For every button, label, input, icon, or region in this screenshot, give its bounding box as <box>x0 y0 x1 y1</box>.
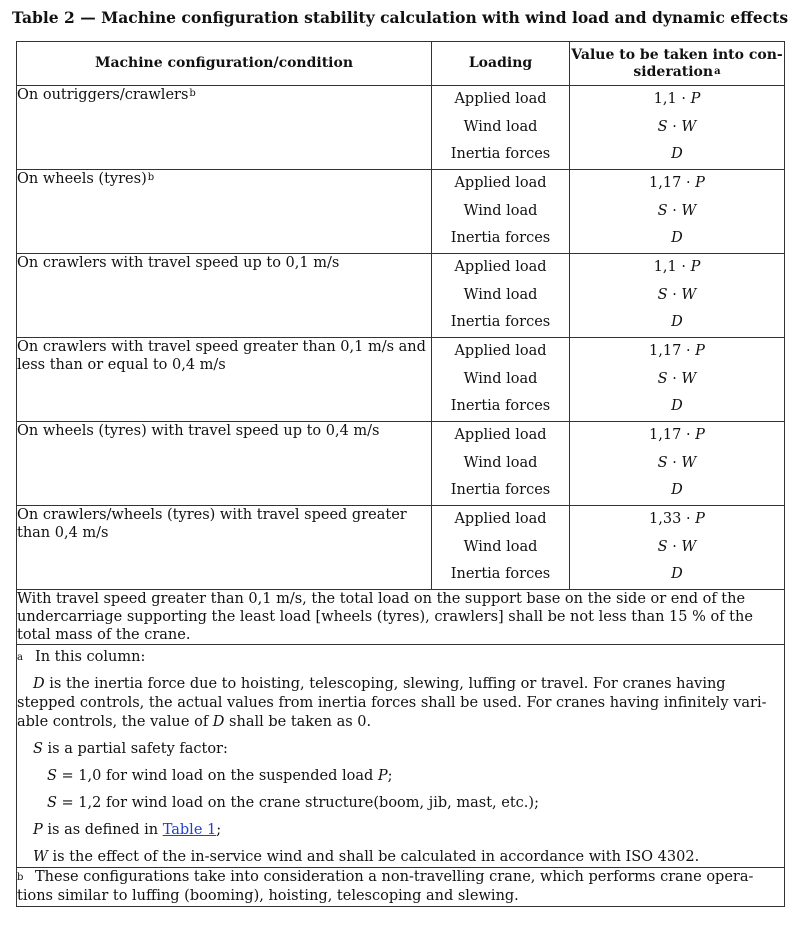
loading-label: Wind load <box>463 454 538 471</box>
header-value-note: a <box>714 65 721 77</box>
loading-cell <box>432 505 570 589</box>
footnote-p-text: P is as defined in Table 1; <box>33 821 222 838</box>
footnote-s-text: S is a partial safety factor: <box>33 740 228 757</box>
value-cell <box>570 337 785 421</box>
condition-text: On crawlers with travel speed up to 0,1 m/s <box>17 254 340 271</box>
condition-cell <box>17 86 432 170</box>
table-row <box>17 253 785 337</box>
footnote-s1-text: S = 1,0 for wind load on the suspended load P; <box>47 767 393 784</box>
condition-text: On wheels (tyres) <box>17 170 147 187</box>
condition-text: On outriggers/crawlers <box>17 87 189 103</box>
loading-label: Wind load <box>463 118 538 135</box>
value-cell <box>570 169 785 253</box>
condition-cell <box>17 253 432 337</box>
header-condition: Machine configuration/condition <box>17 42 432 86</box>
applied-load-value: 1,1 · P <box>653 91 701 107</box>
loading-label: Applied load <box>454 258 547 275</box>
wind-load-value: S · W <box>657 454 697 471</box>
wind-load-value: S · W <box>657 286 697 303</box>
loading-label: Applied load <box>454 91 547 107</box>
table-row <box>17 86 785 170</box>
loading-label: Wind load <box>463 202 538 219</box>
wind-load-value: S · W <box>657 370 697 387</box>
loading-label: Applied load <box>454 174 547 191</box>
condition-cell <box>17 169 432 253</box>
loading-label: Wind load <box>463 370 538 387</box>
loading-label: Inertia forces <box>450 482 551 499</box>
applied-load-value: 1,17 · P <box>649 426 705 443</box>
applied-load-value: 1,17 · P <box>649 342 705 359</box>
footnote-a-intro: In this column: <box>35 648 146 665</box>
header-row <box>17 42 785 86</box>
loading-cell <box>432 169 570 253</box>
footnote-a <box>17 644 785 867</box>
footnote-b <box>17 867 785 906</box>
header-value: Value to be taken into con-sideration$^a$ <box>570 42 785 86</box>
general-note-row <box>17 589 785 644</box>
loading-cell <box>432 337 570 421</box>
footnote-w-text: W is the effect of the in-service wind and shall be calculated in accordance with ISO 4302. <box>33 848 700 865</box>
stability-table <box>16 41 785 907</box>
value-cell <box>570 505 785 589</box>
table-1-link[interactable]: Table 1 <box>162 821 217 838</box>
wind-load-value: S · W <box>657 118 697 135</box>
loading-label: Inertia forces <box>450 314 551 331</box>
condition-text: On crawlers/wheels (tyres) with travel speed greater than 0,4 m/s <box>17 506 407 541</box>
table-row <box>17 337 785 421</box>
loading-label: Inertia forces <box>450 230 551 247</box>
table-row <box>17 169 785 253</box>
condition-note-marker: b <box>189 88 196 99</box>
footnote-b-row <box>17 867 785 906</box>
table-row <box>17 505 785 589</box>
footnote-b-marker: b <box>17 871 24 883</box>
wind-load-value: S · W <box>657 538 697 555</box>
applied-load-value: 1,1 · P <box>653 258 701 275</box>
table-body <box>17 86 785 907</box>
general-note: With travel speed greater than 0,1 m/s, the total load on the support base on the side or end of the undercarriage supporting the least load [wheels (tyres), crawlers] shall be not less than 15 % of the total mass of the crane. <box>17 589 785 644</box>
value-cell <box>570 253 785 337</box>
footnote-a-marker: a <box>17 651 23 663</box>
loading-label: Inertia forces <box>450 146 551 163</box>
header-loading: Loading <box>432 42 570 86</box>
loading-label: Applied load <box>454 510 547 527</box>
loading-label: Wind load <box>463 286 538 303</box>
table-row <box>17 421 785 505</box>
condition-cell <box>17 421 432 505</box>
loading-cell <box>432 421 570 505</box>
value-cell <box>570 86 785 170</box>
loading-label: Inertia forces <box>450 566 551 583</box>
loading-cell <box>432 86 570 170</box>
footnote-b-text: These configurations take into consideration a non-travelling crane, which performs crane opera-tions similar to luffing (booming), hoisting, telescoping and slewing. <box>17 868 754 904</box>
loading-label: Applied load <box>454 426 547 443</box>
inertia-force-value: D <box>671 146 683 163</box>
condition-cell <box>17 337 432 421</box>
inertia-force-value: D <box>671 482 683 499</box>
condition-cell <box>17 505 432 589</box>
table-caption: Table 2 — Machine configuration stability calculation with wind load and dynamic effects <box>11 8 789 27</box>
loading-label: Applied load <box>454 342 547 359</box>
value-cell <box>570 421 785 505</box>
condition-note-marker: b <box>147 171 155 183</box>
inertia-force-value: D <box>671 314 683 331</box>
applied-load-value: 1,17 · P <box>649 174 705 191</box>
inertia-force-value: D <box>671 230 683 247</box>
inertia-force-value: D <box>671 398 683 415</box>
condition-text: On wheels (tyres) with travel speed up to 0,4 m/s <box>17 422 380 439</box>
footnote-a-row <box>17 644 785 867</box>
wind-load-value: S · W <box>657 202 697 219</box>
inertia-force-value: D <box>671 566 683 583</box>
condition-text: On crawlers with travel speed greater than 0,1 m/s and less than or equal to 0,4 m/s <box>17 338 426 373</box>
applied-load-value: 1,33 · P <box>649 510 705 527</box>
loading-label: Wind load <box>463 538 538 555</box>
footnote-d-text: D is the inertia force due to hoisting, telescoping, slewing, luffing or travel. For cranes having stepped controls, the actual values from inertia forces shall be used. For cranes having infinitely vari-able controls, the value of D shall be taken as 0. <box>17 675 767 730</box>
footnote-s2-text: S = 1,2 for wind load on the crane structure(boom, jib, mast, etc.); <box>47 794 539 811</box>
loading-label: Inertia forces <box>450 398 551 415</box>
loading-cell <box>432 253 570 337</box>
